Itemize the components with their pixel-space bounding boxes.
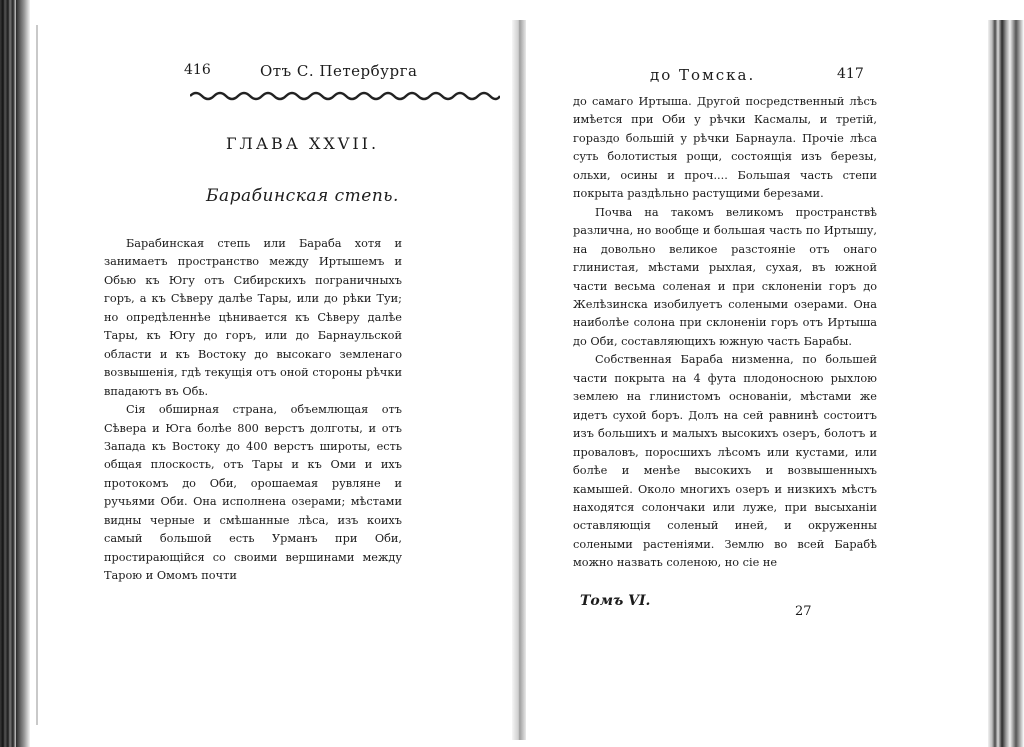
right-page-body — [573, 93, 877, 573]
left-running-head: Отъ С. Петербурга — [260, 62, 418, 80]
left-page-edge — [36, 25, 38, 725]
book-gutter — [512, 20, 526, 740]
paragraph: до самаго Иртыша. Другой посредственный лѣсъ имѣется при Оби у рѣчки Касмалы, и третій, гораздо большій у рѣчки Барнаула. Прочіе лѣса суть болотистыя рощи, состоящія изъ березы, ольхи, осины и проч.... Большая часть степи покрыта раздѣльно растущими березами. — [573, 95, 877, 201]
right-page-number: 417 — [837, 66, 864, 82]
left-page-body — [104, 235, 402, 586]
right-running-head: до Томска. — [650, 66, 756, 84]
signature-mark: 27 — [795, 604, 812, 619]
right-page — [555, 30, 975, 730]
paragraph: Собственная Бараба низменна, по большей части покрыта на 4 фута плодоносною рыхлою землею на глинистомъ основаніи, мѣстами же идетъ сухой боръ. Долъ на сей равнинѣ состоитъ изъ большихъ и малыхъ высокихъ озеръ, болотъ и проваловъ, поросшихъ лѣсомъ или кустами, или болѣе и менѣе высокихъ и возвышенныхъ камышей. Около многихъ озеръ и низкихъ мѣстъ находятся солончаки или луже, при высыханіи оставляющія соленый иней, и окруженны солеными растеніями. Землю во всей Барабѣ можно назвать соленою, но сіе не — [573, 353, 877, 570]
volume-mark: Томъ VI. — [580, 593, 651, 609]
right-binding-shadow — [988, 20, 1024, 747]
paragraph: Почва на такомъ великомъ пространствѣ различна, но вообще и большая часть по Иртышу, на довольно великое разстояніе отъ онаго глинистая, мѣстами рыхлая, сухая, въ южной части весьма соленая и при склоненіи горъ до Желѣзинска изобилуетъ солеными озерами. Она наиболѣе солона при склоненіи горъ отъ Иртыша до Оби, составляющихъ южную часть Барабы. — [573, 205, 877, 348]
wave-ornament — [190, 90, 500, 102]
left-binding-edge — [16, 0, 30, 747]
paragraph: Сія обширная страна, объемлющая отъ Сѣвера и Юга болѣе 800 верстъ долготы, и отъ Запада къ Востоку до 400 верстъ широты, есть общая плоскость, отъ Тары и къ Оми и ихъ протокомъ до Оби, орошаемая рувляне и ручьями Оби. Она исполнена озерами; мѣстами видны черные и смѣшанные лѣса, изъ коихъ самый большой есть Урманъ при Оби, простирающійся со своими вершинами между Тарою и Омомъ почти — [104, 403, 402, 583]
chapter-heading: ГЛАВА XXVII. — [225, 134, 380, 153]
paragraph: Барабинская степь или Бараба хотя и занимаетъ пространство между Иртышемъ и Обью къ Югу отъ Сибирскихъ пограничныхъ горъ, а къ Сѣверу далѣе Тары, или до рѣки Туи; но опредѣленнѣе цѣнивается къ Сѣверу далѣе Тары, къ Югу до горъ, или до Барнаульской области и къ Востоку до высокаго земленаго возвышенія, гдѣ текущія отъ оной стороны рѣчки впадаютъ въ Обь. — [104, 237, 402, 398]
left-page-number: 416 — [184, 62, 211, 78]
chapter-title: Барабинская степь. — [206, 186, 399, 206]
